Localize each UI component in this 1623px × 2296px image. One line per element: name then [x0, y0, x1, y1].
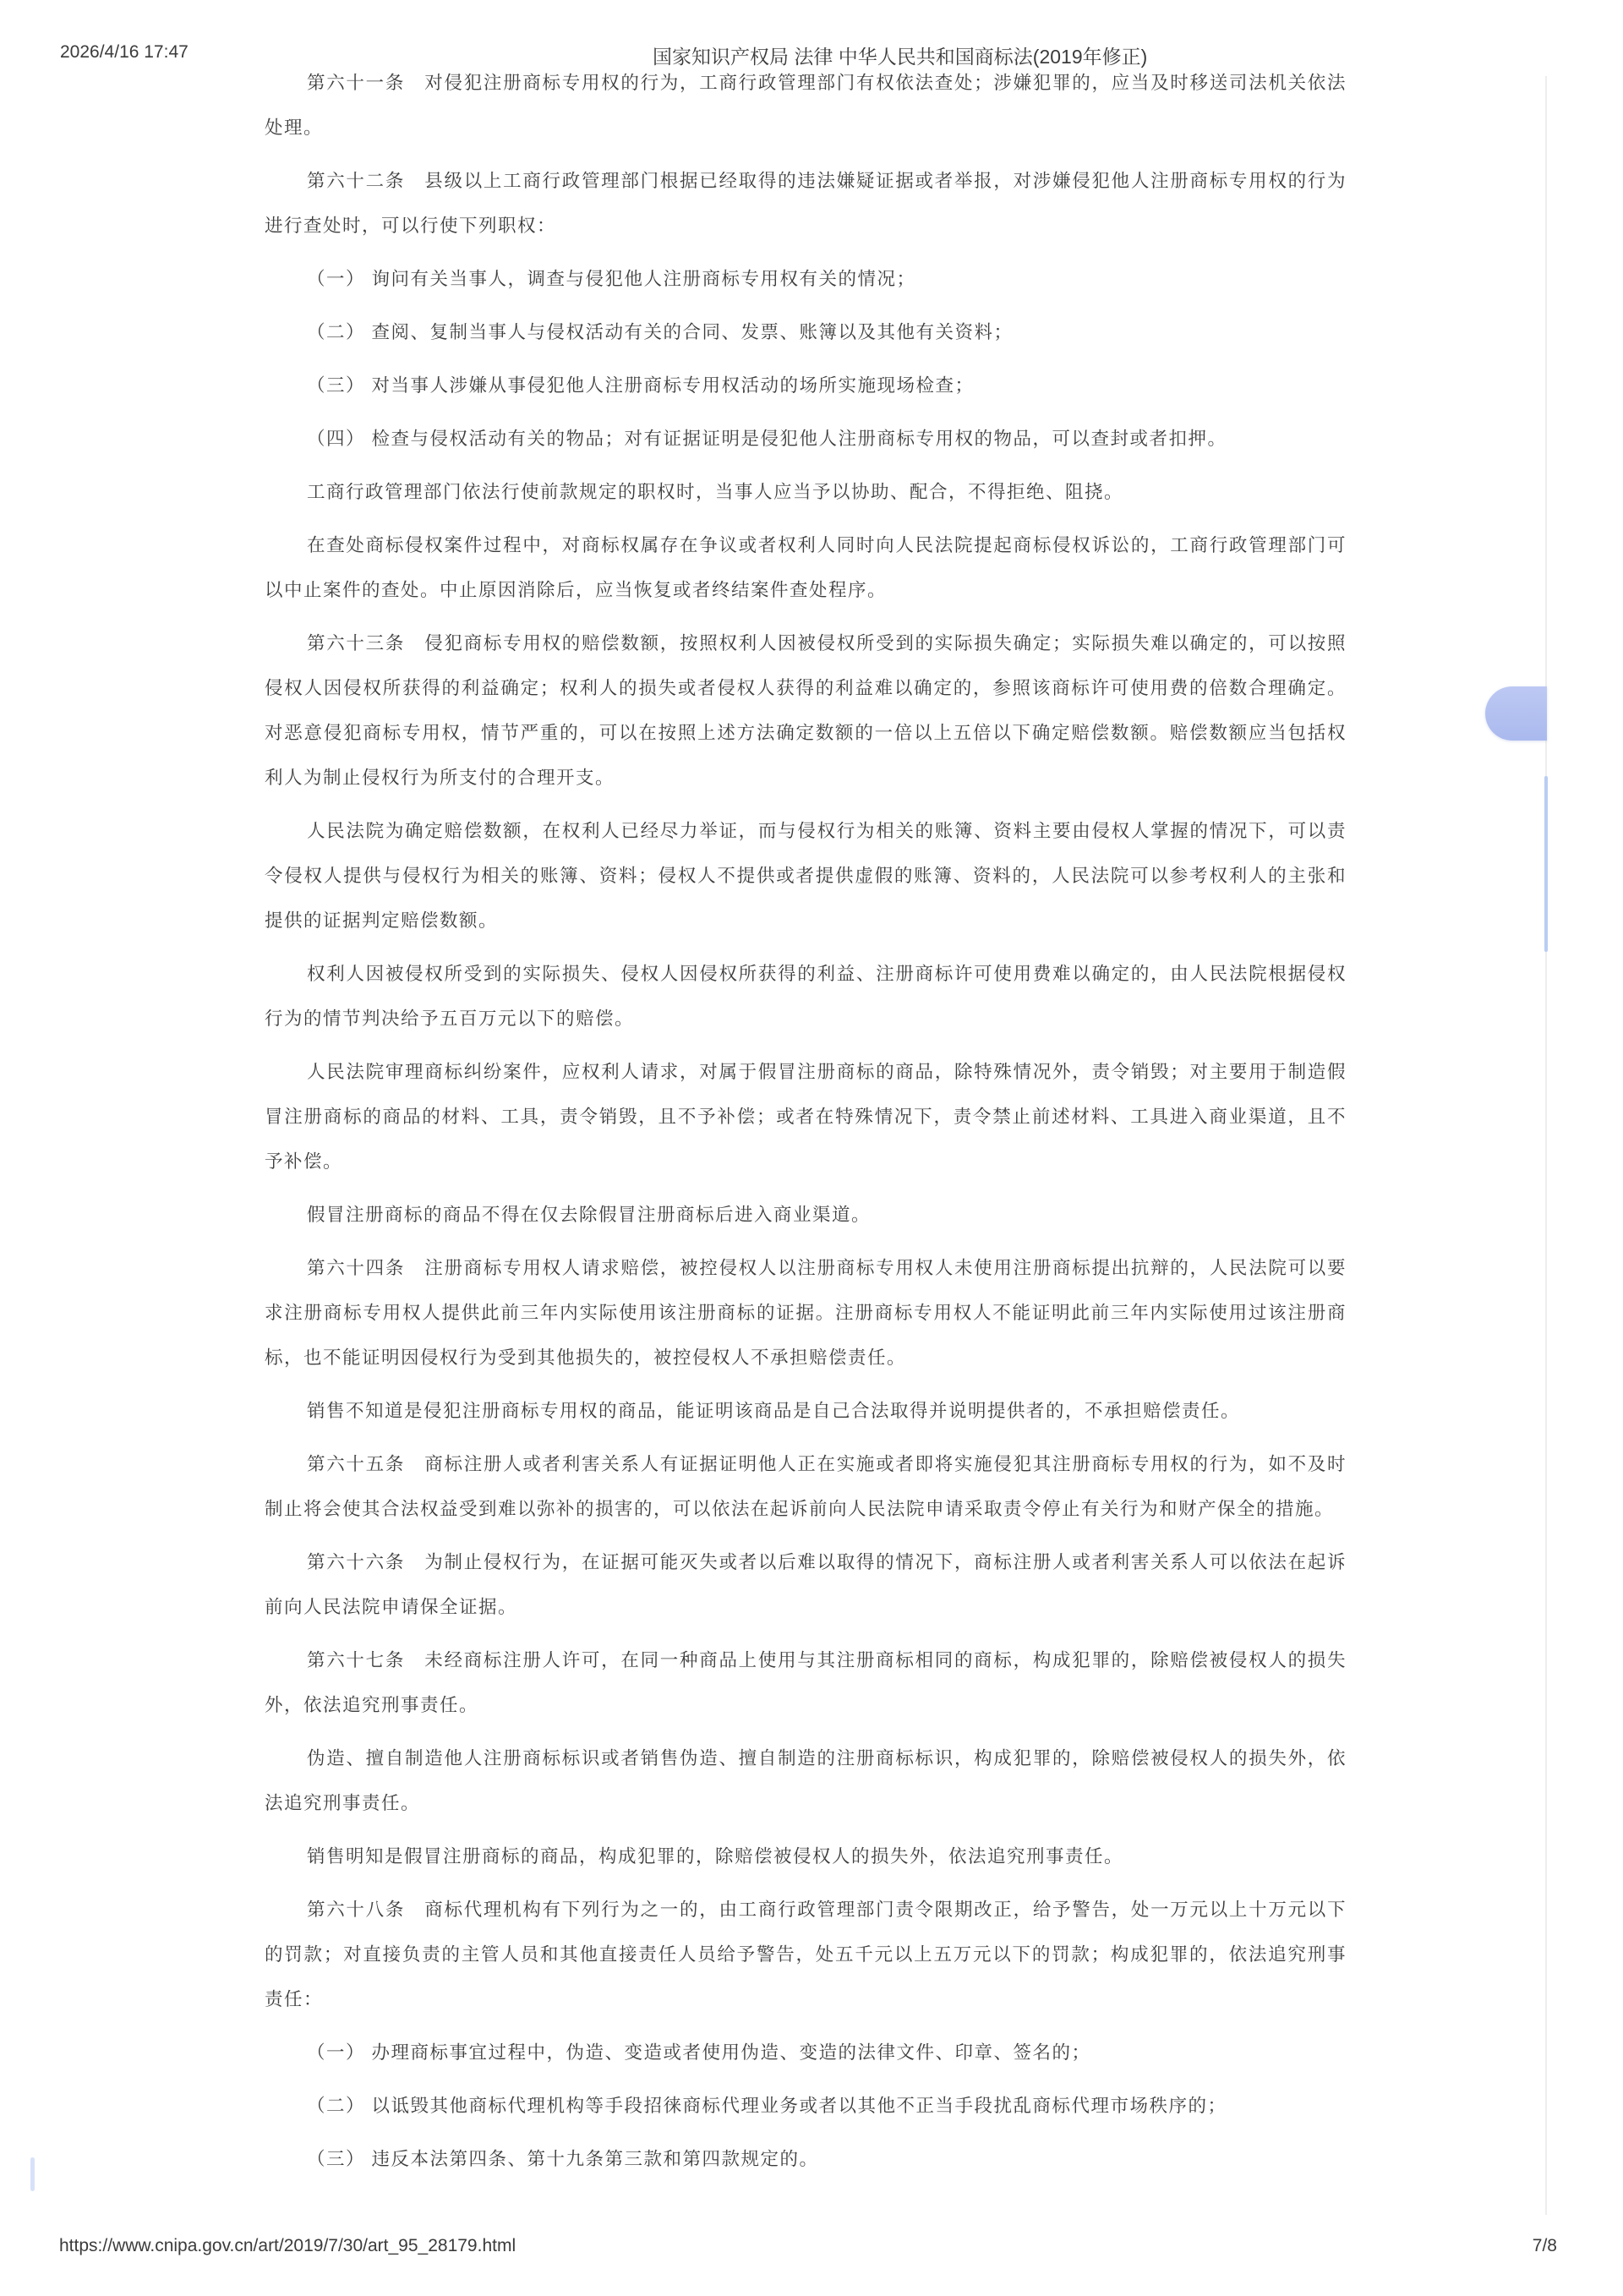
- paragraph: 第六十二条 县级以上工商行政管理部门根据已经取得的违法嫌疑证据或者举报，对涉嫌侵犯他人注册商标专用权的行为进行查处时，可以行使下列职权：: [265, 171, 1347, 236]
- paragraph: 人民法院审理商标纠纷案件，应权利人请求，对属于假冒注册商标的商品，除特殊情况外，责令销毁；对主要用于制造假冒注册商标的商品的材料、工具，责令销毁，且不予补偿；或者在特殊情况下，责令禁止前述材料、工具进入商业渠道，且不予补偿。: [265, 1062, 1347, 1172]
- paragraph: 伪造、擅自制造他人注册商标标识或者销售伪造、擅自制造的注册商标标识，构成犯罪的，除赔偿被侵权人的损失外，依法追究刑事责任。: [265, 1748, 1347, 1813]
- paragraph: 第六十一条 对侵犯注册商标专用权的行为，工商行政管理部门有权依法查处；涉嫌犯罪的，应当及时移送司法机关依法处理。: [265, 73, 1347, 138]
- paragraph: 第六十三条 侵犯商标专用权的赔偿数额，按照权利人因被侵权所受到的实际损失确定；实际损失难以确定的，可以按照侵权人因侵权所获得的利益确定；权利人的损失或者侵权人获得的利益难以确定的，参照该商标许可使用费的倍数合理确定。对恶意侵犯商标专用权，情节严重的，可以在按照上述方法确定数额的一倍以上五倍以下确定赔偿数额。赔偿数额应当包括权利人为制止侵权行为所支付的合理开支。: [265, 633, 1347, 788]
- paragraph: （一） 询问有关当事人，调查与侵犯他人注册商标专用权有关的情况；: [307, 269, 916, 289]
- paragraph: （四） 检查与侵权活动有关的物品；对有证据证明是侵犯他人注册商标专用权的物品，可以查封或者扣押。: [307, 429, 1227, 449]
- paragraph: 销售明知是假冒注册商标的商品，构成犯罪的，除赔偿被侵权人的损失外，依法追究刑事责任。: [307, 1846, 1124, 1867]
- paragraph: 假冒注册商标的商品不得在仅去除假冒注册商标后进入商业渠道。: [307, 1205, 872, 1225]
- scroll-handle-pill[interactable]: [1485, 686, 1547, 741]
- paragraph: 销售不知道是侵犯注册商标专用权的商品，能证明该商品是自己合法取得并说明提供者的，不承担赔偿责任。: [307, 1401, 1241, 1421]
- paragraph: （二） 查阅、复制当事人与侵权活动有关的合同、发票、账簿以及其他有关资料；: [307, 322, 1014, 342]
- left-margin-mark: [30, 2157, 35, 2191]
- paragraph: 第六十四条 注册商标专用权人请求赔偿，被控侵权人以注册商标专用权人未使用注册商标提出抗辩的，人民法院可以要求注册商标专用权人提供此前三年内实际使用该注册商标的证据。注册商标专用权人不能证明此前三年内实际使用过该注册商标，也不能证明因侵权行为受到其他损失的，被控侵权人不承担赔偿责任。: [265, 1258, 1347, 1368]
- document-body: [265, 61, 1347, 2190]
- paragraph: 第六十七条 未经商标注册人许可，在同一种商品上使用与其注册商标相同的商标，构成犯罪的，除赔偿被侵权人的损失外，依法追究刑事责任。: [265, 1650, 1347, 1715]
- scrollbar-thumb[interactable]: [1544, 776, 1548, 952]
- paragraph: 权利人因被侵权所受到的实际损失、侵权人因侵权所获得的利益、注册商标许可使用费难以确定的，由人民法院根据侵权行为的情节判决给予五百万元以下的赔偿。: [265, 964, 1347, 1029]
- page-indicator: 7/8: [1532, 2236, 1557, 2255]
- paragraph: 在查处商标侵权案件过程中，对商标权属存在争议或者权利人同时向人民法院提起商标侵权诉讼的，工商行政管理部门可以中止案件的查处。中止原因消除后，应当恢复或者终结案件查处程序。: [265, 535, 1347, 600]
- paragraph: 人民法院为确定赔偿数额，在权利人已经尽力举证，而与侵权行为相关的账簿、资料主要由侵权人掌握的情况下，可以责令侵权人提供与侵权行为相关的账簿、资料；侵权人不提供或者提供虚假的账簿、资料的，人民法院可以参考权利人的主张和提供的证据判定赔偿数额。: [265, 821, 1347, 931]
- footer-url: https://www.cnipa.gov.cn/art/2019/7/30/art_95_28179.html: [59, 2236, 516, 2255]
- print-header-timestamp: 2026/4/16 17:47: [60, 42, 189, 62]
- paragraph: 第六十六条 为制止侵权行为，在证据可能灭失或者以后难以取得的情况下，商标注册人或者利害关系人可以依法在起诉前向人民法院申请保全证据。: [265, 1552, 1347, 1617]
- paragraph: （一） 办理商标事宜过程中，伪造、变造或者使用伪造、变造的法律文件、印章、签名的；: [307, 2042, 1091, 2063]
- page-title: 国家知识产权局 法律 中华人民共和国商标法(2019年修正): [653, 46, 1148, 68]
- paragraph: （三） 对当事人涉嫌从事侵犯他人注册商标专用权活动的场所实施现场检查；: [307, 375, 975, 396]
- paragraph: 第六十八条 商标代理机构有下列行为之一的，由工商行政管理部门责令限期改正，给予警告，处一万元以上十万元以下的罚款；对直接负责的主管人员和其他直接责任人员给予警告，处五千元以上五万元以下的罚款；构成犯罪的，依法追究刑事责任：: [265, 1900, 1347, 2009]
- paragraph: （二） 以诋毁其他商标代理机构等手段招徕商标代理业务或者以其他不正当手段扰乱商标代理市场秩序的；: [307, 2096, 1227, 2116]
- paragraph: 第六十五条 商标注册人或者利害关系人有证据证明他人正在实施或者即将实施侵犯其注册商标专用权的行为，如不及时制止将会使其合法权益受到难以弥补的损害的，可以依法在起诉前向人民法院申请采取责令停止有关行为和财产保全的措施。: [265, 1454, 1347, 1519]
- paragraph: 工商行政管理部门依法行使前款规定的职权时，当事人应当予以协助、配合，不得拒绝、阻挠。: [307, 482, 1124, 502]
- scrollbar-track: [1545, 76, 1547, 2215]
- paragraph: （三） 违反本法第四条、第十九条第三款和第四款规定的。: [307, 2149, 819, 2169]
